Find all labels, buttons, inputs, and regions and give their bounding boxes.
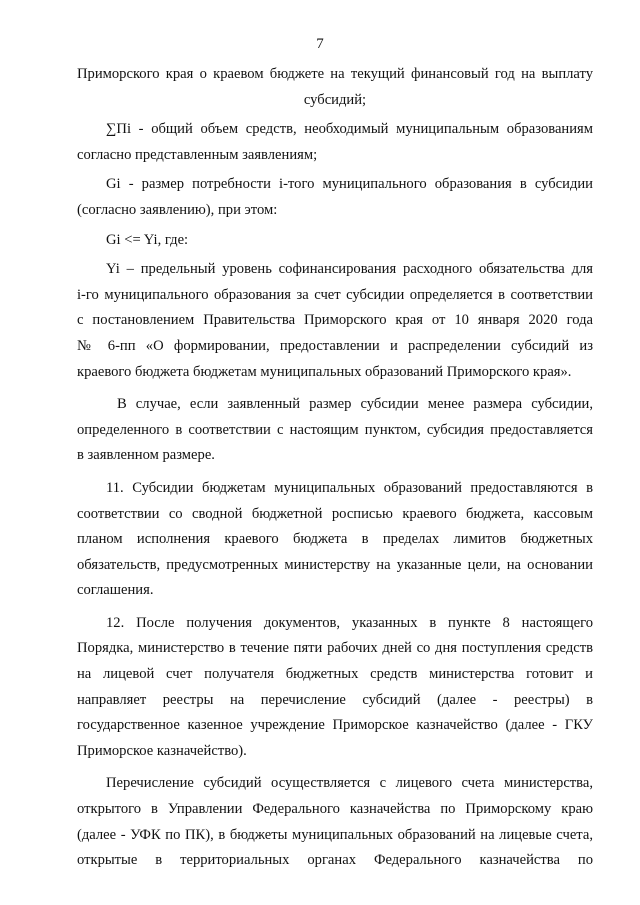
document-body: [77, 62, 593, 874]
text-line: государственное казенное учреждение Приморское казначейство (далее - ГКУ: [77, 717, 593, 734]
text-line: направляет реестры на перечисление субсидий (далее - реестры) в: [77, 691, 593, 708]
text-line: открытые в территориальных органах Федерального казначейства по: [77, 852, 593, 869]
text-line: (далее - УФК по ПК), в бюджеты муниципальных образований на лицевые счета,: [77, 826, 593, 843]
text-line: определенного в соответствии с настоящим пунктом, субсидия предоставляется: [77, 421, 593, 438]
text-line: соответствии со сводной бюджетной росписью краевого бюджета, кассовым: [77, 505, 593, 522]
paragraph-yi-definition: [77, 257, 593, 385]
text-line: согласно представленным заявлениям;: [77, 146, 318, 163]
paragraph-condition: [77, 228, 593, 254]
text-line: с постановлением Правительства Приморского края от 10 января 2020 года: [77, 312, 593, 329]
page-number: 7: [316, 36, 324, 52]
text-line: субсидий;: [303, 91, 367, 108]
paragraph-sum-definition: [77, 117, 593, 168]
text-line: 12. После получения документов, указанных в пункте 8 настоящего: [106, 614, 593, 631]
paragraph-continuation: [77, 62, 593, 113]
text-line: планом исполнения краевого бюджета в пределах лимитов бюджетных: [77, 531, 593, 548]
text-line: В случае, если заявленный размер субсидии менее размера субсидии,: [117, 396, 593, 413]
text-line: Yi – предельный уровень софинансирования расходного обязательства для: [106, 261, 593, 278]
text-line: Порядка, министерство в течение пяти рабочих дней со дня поступления средств: [77, 640, 593, 657]
text-line: в заявленном размере.: [77, 447, 215, 464]
text-line: на лицевой счет получателя бюджетных средств министерства готовит и: [77, 666, 593, 683]
paragraph-transfer: [77, 771, 593, 873]
text-line: краевого бюджета бюджетам муниципальных образований Приморского края».: [77, 363, 572, 380]
text-line: ∑Пi - общий объем средств, необходимый муниципальным образованиям: [106, 121, 593, 138]
text-line: Перечисление субсидий осуществляется с лицевого счета министерства,: [106, 775, 593, 792]
paragraph-requested-amount: [77, 392, 593, 469]
paragraph-gi-definition: [77, 172, 593, 223]
text-line: (согласно заявлению), при этом:: [77, 201, 278, 218]
paragraph-item-12: [77, 611, 593, 765]
paragraph-item-11: [77, 476, 593, 604]
text-line: Gi <= Yi, где:: [106, 231, 189, 248]
text-line: соглашения.: [77, 582, 154, 599]
text-line: открытого в Управлении Федерального казначейства по Приморскому краю: [77, 801, 593, 818]
text-line: обязательств, предусмотренных министерству на указанные цели, на основании: [77, 556, 593, 573]
text-line: Gi - размер потребности i-того муниципального образования в субсидии: [106, 176, 593, 193]
text-line: Приморского края о краевом бюджете на текущий финансовый год на выплату: [77, 66, 593, 82]
text-line: Приморское казначейство).: [77, 742, 247, 759]
text-line: 11. Субсидии бюджетам муниципальных образований предоставляются в: [106, 479, 593, 496]
text-line: i-го муниципального образования за счет субсидии определяется в соответствии: [77, 286, 593, 303]
text-line: № 6-пп «О формировании, предоставлении и распределении субсидий из: [77, 337, 593, 354]
